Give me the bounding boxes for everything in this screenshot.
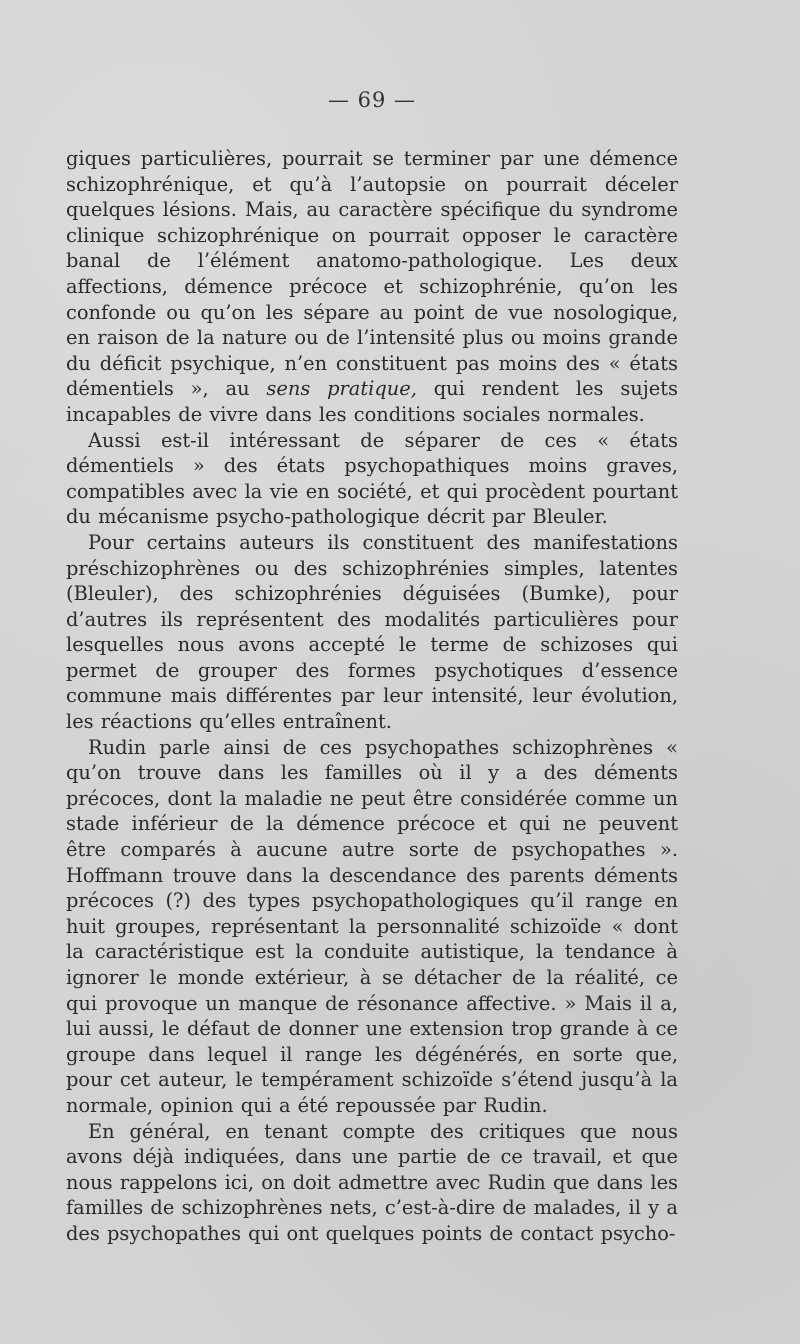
paragraph-2: Aussi est-il intéressant de séparer de ces « états démentiels » des états psychopathiques moins graves, compatibles avec la vie en société, et qui procèdent pourtant du mécanisme psycho-pathologique décrit par Bleuler. [66,428,678,529]
paragraph-3: Pour certains auteurs ils constituent des manifestations préschizophrènes ou des schizophrénies simples, latentes (Bleuler), des schizophrénies déguisées (Bumke), pour d’autres ils représentent des modalités particulières pour lesquelles nous avons accepté le terme de schizoses qui permet de grouper des formes psychotiques d’essence commune mais différentes par leur intensité, leur évolution, les réactions qu’elles entraînent. [66,530,678,734]
paragraph-1-part-1: giques particulières, pourrait se terminer par une démence schizophrénique, et qu’à l’autopsie on pourrait déceler quelques lésions. Mais, au caractère spécifique du syndrome clinique schizophrénique on pourrait opposer le caractère banal de l’élément anatomo-pathologique. Les deux affections, démence précoce et schizophrénie, qu’on les confonde ou qu’on les sépare au point de vue nosologique, en raison de la nature ou de l’intensité plus ou moins grande du déficit psychique, n’en constituent pas moins des « états démentiels », au [66,147,678,401]
paragraph-1 [66,146,678,428]
paragraph-4: Rudin parle ainsi de ces psychopathes schizophrènes « qu’on trouve dans les familles où il y a des déments précoces, dont la maladie ne peut être considérée comme un stade inférieur de la démence précoce et qui ne peuvent être comparés à aucune autre sorte de psychopathes ». Hoffmann trouve dans la descendance des parents déments précoces (?) des types psychopathologiques qu’il range en huit groupes, représentant la personnalité schizoïde « dont la caractéristique est la conduite autistique, la tendance à ignorer le monde extérieur, à se détacher de la réalité, ce qui provoque un manque de résonance affective. » Mais il a, lui aussi, le défaut de donner une extension trop grande à ce groupe dans lequel il range les dégénérés, en sorte que, pour cet auteur, le tempérament schizoïde s’étend jusqu’à la normale, opinion qui a été repoussée par Rudin. [66,735,678,1117]
paragraph-5: En général, en tenant compte des critiques que nous avons déjà indiquées, dans une partie de ce travail, et que nous rappelons ici, on doit admettre avec Rudin que dans les familles de schizophrènes nets, c’est-à-dire de malades, il y a des psychopathes qui ont quelques points de contact psycho- [66,1119,678,1245]
paragraph-1-italic-phrase: sens pratique, [266,377,417,401]
page-number: — 69 — [327,88,417,112]
paragraph-1-part-3: qui rendent les sujets incapables de vivre dans les conditions sociales normales. [66,377,678,426]
body-text [66,146,678,1247]
